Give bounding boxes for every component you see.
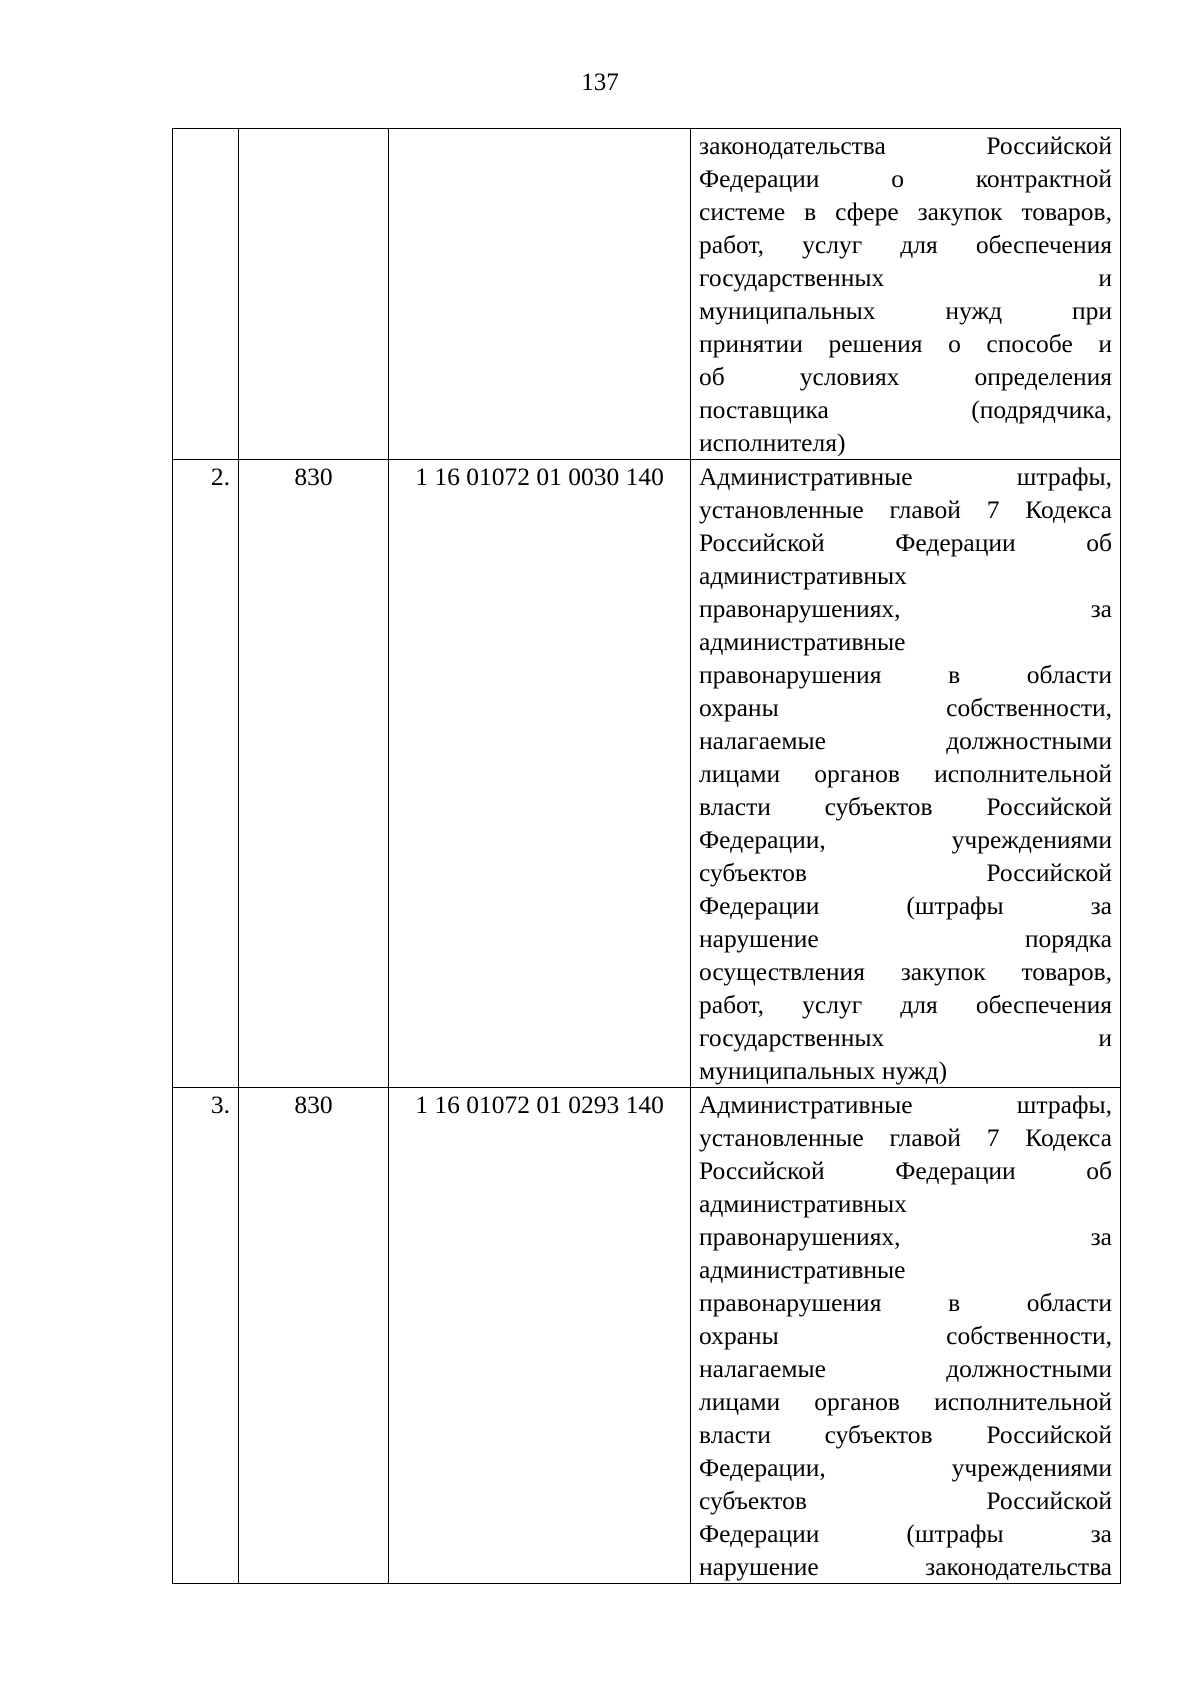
description-word: в [948,660,961,689]
description-line [699,1220,1112,1253]
admin-code-cell [239,129,389,460]
description-line [699,1550,1112,1583]
description-word: принятии [699,329,803,358]
description-line [699,360,1112,393]
description-word: поставщика [699,395,829,424]
description-cell [691,129,1121,460]
description-cell [691,1088,1121,1584]
description-word: государственных [699,263,885,292]
description-word: в [948,1288,961,1317]
description-word: лицами [699,1387,781,1416]
description-line [699,922,1112,955]
description-line [699,592,1112,625]
description-line [699,228,1112,261]
description-cell [691,460,1121,1088]
description-word: штрафы, [1016,462,1112,491]
description-word: Российской [986,1420,1112,1449]
description-word: и [1098,263,1112,292]
description-word: Федерации [895,528,1016,557]
description-line [699,493,1112,526]
description-word: нарушение [699,1552,819,1581]
description-word: охраны [699,693,779,722]
description-word: исполнительной [934,1387,1112,1416]
description-line: исполнителя) [699,428,846,457]
description-word: и [1098,1023,1112,1052]
admin-code-cell: 830 [239,460,389,1088]
description-word: исполнительной [934,759,1112,788]
description-word: Федерации [699,891,820,920]
description-word: субъектов [824,1420,933,1449]
description-line [699,1517,1112,1550]
description-word: определения [974,362,1112,391]
description-line [699,1121,1112,1154]
description-word: для [900,230,938,259]
description-line [699,1385,1112,1418]
description-word: о [891,164,904,193]
description-word: для [900,990,938,1019]
description-word: учреждениями [951,1453,1112,1482]
description-line [699,724,1112,757]
description-word: Российской [986,131,1112,160]
description-line: административных [699,1189,907,1218]
description-word: собственности, [946,1321,1112,1350]
budget-code-cell: 1 16 01072 01 0030 140 [389,460,691,1088]
description-line [699,856,1112,889]
description-line [699,757,1112,790]
description-word: налагаемые [699,726,826,755]
description-word: должностными [946,726,1112,755]
description-word: Федерации, [699,825,826,854]
budget-code-cell: 1 16 01072 01 0293 140 [389,1088,691,1584]
description-line [699,261,1112,294]
row-number-cell: 3. [173,1088,239,1584]
admin-code-cell: 830 [239,1088,389,1584]
description-word: Федерации, [699,1453,826,1482]
description-word: главой [889,1123,961,1152]
description-line [699,162,1112,195]
description-word: Федерации [699,1519,820,1548]
description-word: способе [986,329,1073,358]
description-word: порядка [1024,924,1112,953]
table-row [173,1088,1121,1584]
description-word: учреждениями [951,825,1112,854]
description-word: налагаемые [699,1354,826,1383]
description-word: 7 [986,495,1000,524]
description-line [699,1154,1112,1187]
page-number: 137 [581,69,619,96]
description-word: законодательства [699,131,886,160]
description-word: области [1026,1288,1112,1317]
description-word: (штрафы [906,1519,1004,1548]
description-word: услуг [802,230,863,259]
description-word: товаров, [1021,197,1112,226]
description-word: Административные [699,1090,913,1119]
description-word: закупок [900,957,986,986]
description-word: власти [699,1420,771,1449]
budget-codes-table [172,128,1121,1584]
description-line: муниципальных нужд) [699,1056,948,1085]
description-line [699,1319,1112,1352]
description-word: об [1086,1156,1112,1185]
description-word: Российской [699,528,825,557]
description-word: Федерации [699,164,820,193]
description-word: власти [699,792,771,821]
description-word: работ, [699,990,765,1019]
row-number-cell: 2. [173,460,239,1088]
description-line [699,889,1112,922]
description-word: Российской [986,858,1112,887]
description-word: органов [814,1387,900,1416]
description-word: Российской [699,1156,825,1185]
description-word: обеспечения [975,230,1112,259]
description-word: области [1026,660,1112,689]
description-word: за [1090,891,1112,920]
description-word: и [1098,329,1112,358]
description-word: Кодекса [1025,495,1112,524]
table-row [173,460,1121,1088]
description-word: должностными [946,1354,1112,1383]
description-line: административные [699,1255,906,1284]
table-body [173,129,1121,1584]
description-word: государственных [699,1023,885,1052]
description-word: установленные [699,495,864,524]
description-word: об [699,362,725,391]
description-line [699,1484,1112,1517]
description-line [699,129,1112,162]
description-word: работ, [699,230,765,259]
description-line [699,294,1112,327]
description-word: Административные [699,462,913,491]
description-line [699,1021,1112,1054]
budget-code-cell [389,129,691,460]
description-word: Федерации [895,1156,1016,1185]
description-word: в [804,197,817,226]
description-word: законодательства [925,1552,1112,1581]
description-line: административных [699,561,907,590]
description-word: Кодекса [1025,1123,1112,1152]
description-word: правонарушениях, [699,594,901,623]
description-line: административные [699,627,906,656]
description-word: Российской [986,792,1112,821]
description-word: 7 [986,1123,1000,1152]
description-line [699,460,1112,493]
description-line [699,658,1112,691]
description-word: органов [814,759,900,788]
description-word: нарушение [699,924,819,953]
description-word: установленные [699,1123,864,1152]
description-word: главой [889,495,961,524]
description-word: за [1090,1519,1112,1548]
description-word: за [1090,1222,1112,1251]
description-word: правонарушения [699,1288,882,1317]
description-line [699,1352,1112,1385]
description-word: контрактной [975,164,1112,193]
description-word: услуг [802,990,863,1019]
description-line [699,1286,1112,1319]
description-line [699,195,1112,228]
description-word: (штрафы [906,891,1004,920]
description-word: муниципальных [699,296,876,325]
description-word: товаров, [1021,957,1112,986]
description-word: о [948,329,961,358]
description-word: за [1090,594,1112,623]
row-number-cell [173,129,239,460]
description-word: субъектов [699,1486,807,1515]
description-word: осуществления [699,957,865,986]
description-line [699,1451,1112,1484]
description-word: об [1086,528,1112,557]
description-word: (подрядчика, [971,395,1112,424]
description-line [699,327,1112,360]
description-line [699,823,1112,856]
description-word: нужд [945,296,1003,325]
description-word: системе [699,197,786,226]
description-word: сфере [835,197,899,226]
description-line [699,526,1112,559]
table-row [173,129,1121,460]
description-line [699,790,1112,823]
description-word: охраны [699,1321,779,1350]
description-line [699,691,1112,724]
description-line [699,955,1112,988]
description-line [699,1418,1112,1451]
description-word: Российской [986,1486,1112,1515]
description-word: решения [828,329,923,358]
description-line [699,988,1112,1021]
description-word: правонарушениях, [699,1222,901,1251]
description-word: закупок [917,197,1003,226]
description-word: при [1071,296,1112,325]
description-word: правонарушения [699,660,882,689]
description-word: лицами [699,759,781,788]
description-word: субъектов [699,858,807,887]
description-word: субъектов [824,792,933,821]
description-word: условиях [799,362,900,391]
description-word: обеспечения [975,990,1112,1019]
description-line [699,393,1112,426]
description-line [699,1088,1112,1121]
description-word: собственности, [946,693,1112,722]
description-word: штрафы, [1016,1090,1112,1119]
